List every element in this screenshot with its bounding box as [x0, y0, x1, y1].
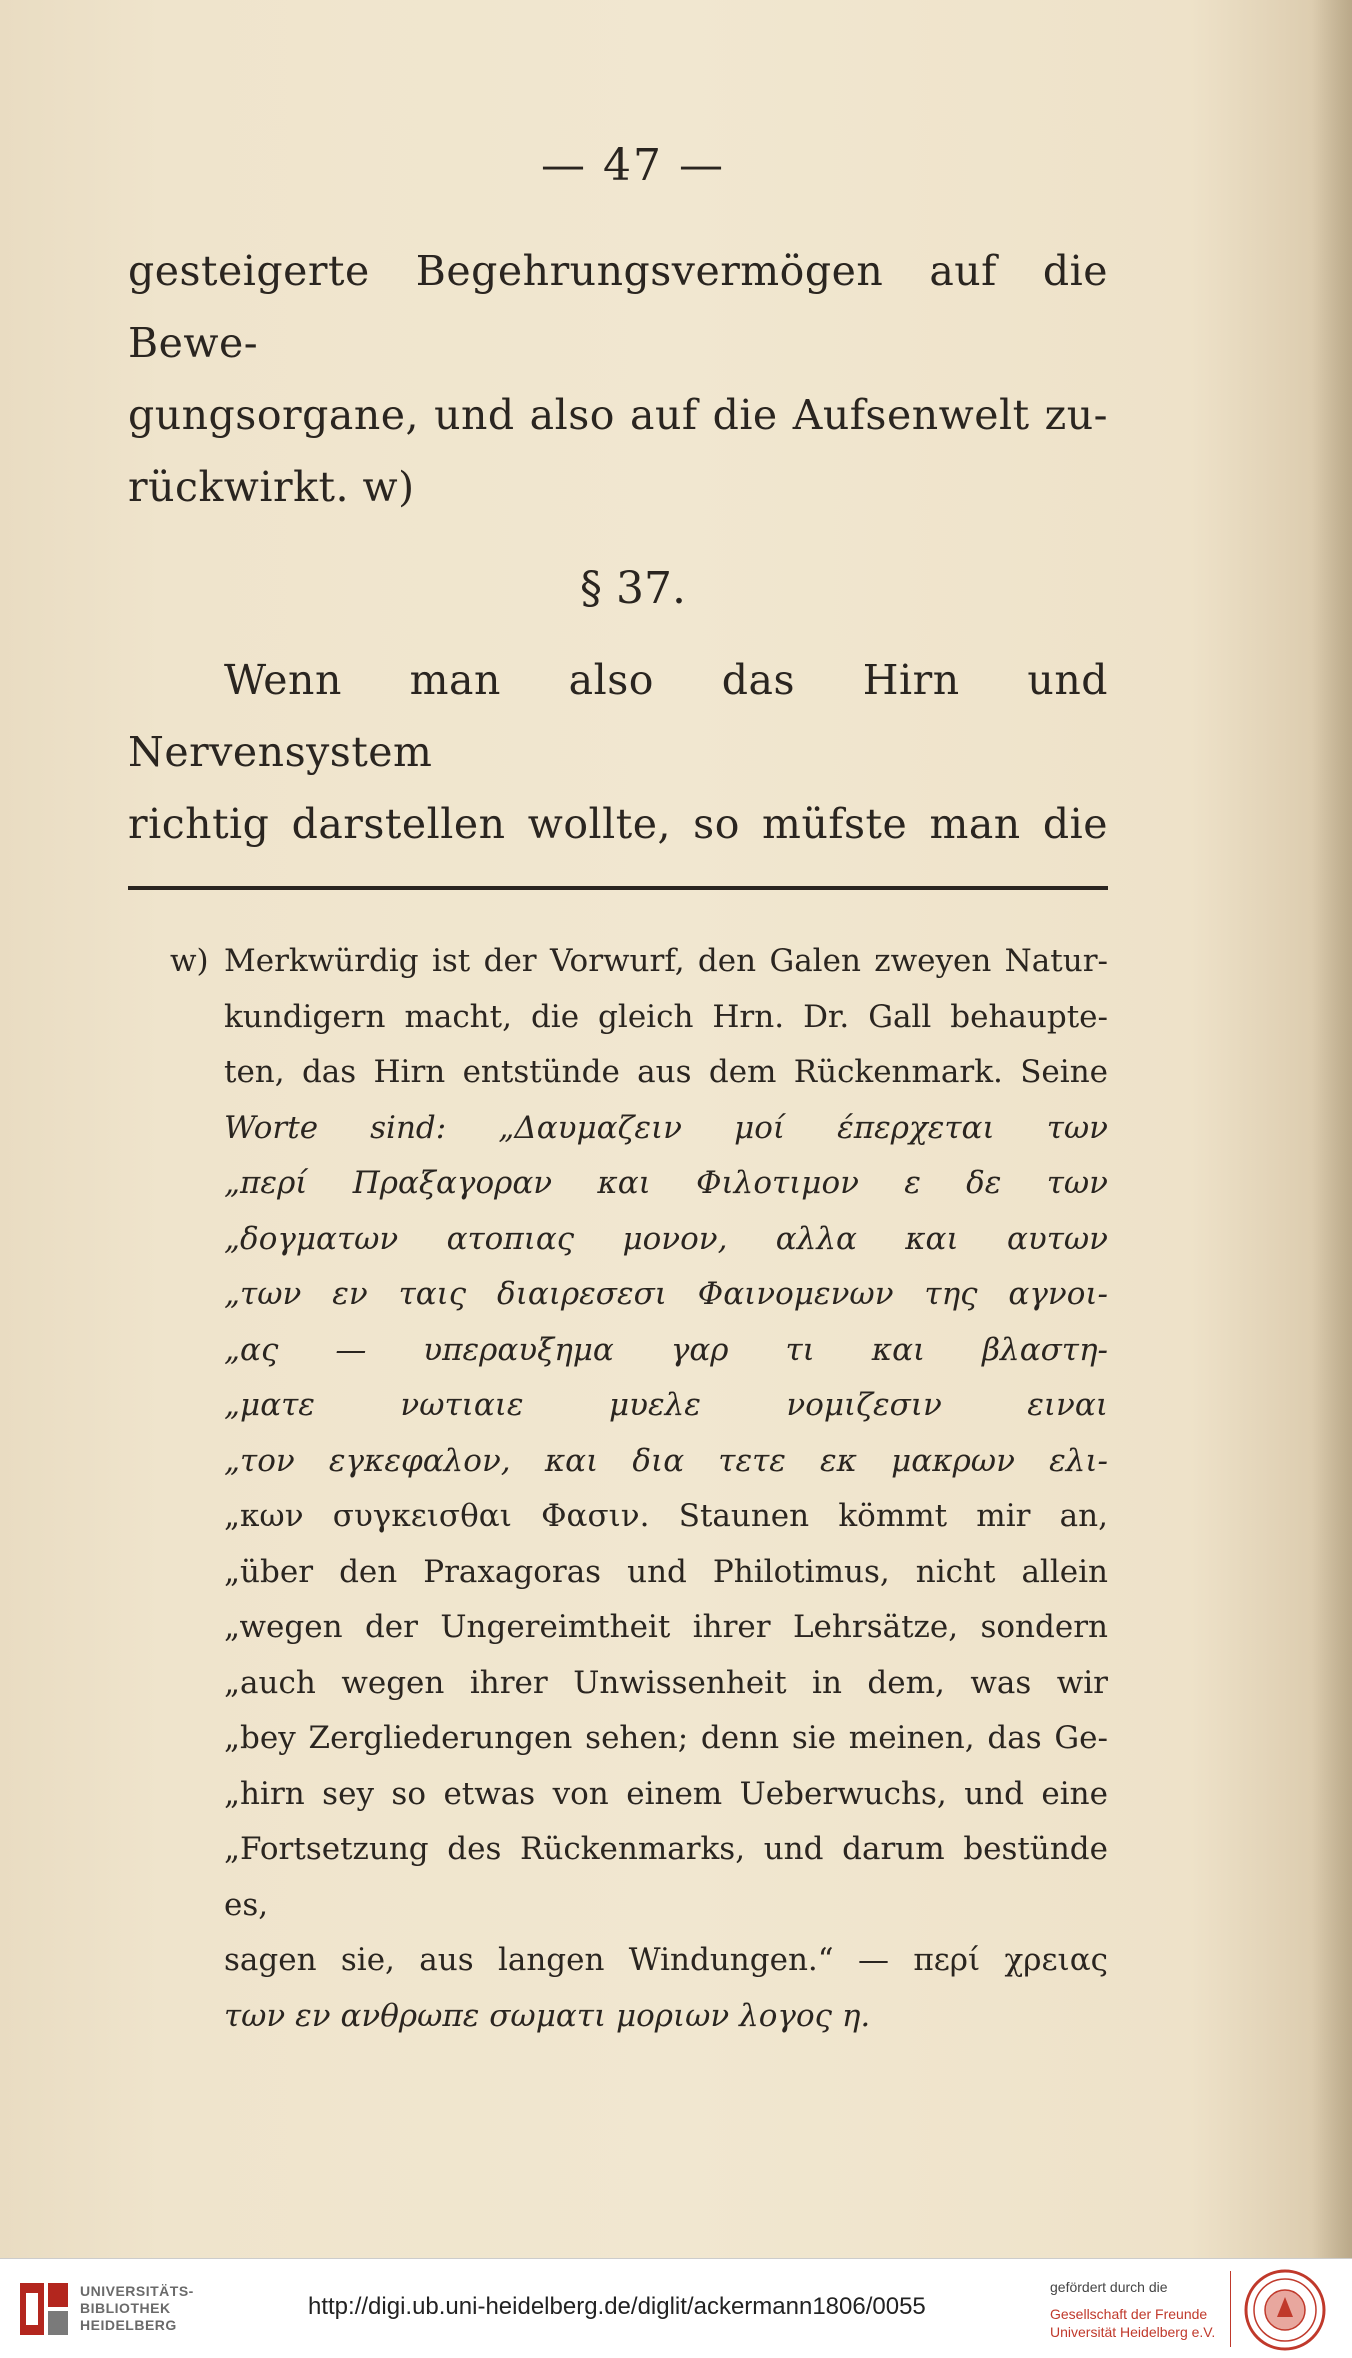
- footnote-line: Merkwürdig ist der Vorwurf, den Galen zweyen Natur-: [224, 943, 1108, 979]
- society-seal-icon: [1244, 2269, 1326, 2351]
- body-paragraph: [128, 235, 1108, 523]
- library-name: [80, 2283, 194, 2334]
- footnote-line: sagen sie, aus langen Windungen.“ — περί χρειας: [224, 1942, 1108, 1978]
- footnote-line: kundigern macht, die gleich Hrn. Dr. Gall behaupte-: [224, 998, 1108, 1035]
- footnote-line: „Fortsetzung des Rückenmarks, und darum bestünde es,: [224, 1831, 1108, 1923]
- section-heading: § 37.: [580, 563, 686, 614]
- ub-heidelberg-logo-icon[interactable]: [14, 2277, 74, 2341]
- footnote-line: των εν ανθρωπε σωματι μοριων λογος η.: [224, 1997, 871, 2034]
- footnote-line: „των εν ταις διαιρεσεσι Φαινομενων της αγνοι-: [224, 1276, 1108, 1312]
- page-number: — 47 —: [541, 140, 725, 191]
- society-name[interactable]: [1050, 2305, 1215, 2341]
- footnote-line: „ματε νωτιαιε μυελε νομιζεσιν ειναι: [224, 1387, 1108, 1423]
- body-line: richtig darstellen wollte, so müfste man die: [128, 800, 1108, 848]
- viewer-footer: [0, 2258, 1352, 2358]
- society-name-line: Gesellschaft der Freunde: [1050, 2306, 1208, 2322]
- footnote-line: „δογματων ατοπιας μονον, αλλα και αυτων: [224, 1220, 1108, 1257]
- footnote-line: „ας — υπεραυξημα γαρ τι και βλαστη-: [224, 1331, 1108, 1368]
- footnote: [128, 934, 1108, 2044]
- library-name-line: BIBLIOTHEK: [80, 2300, 171, 2316]
- library-name-line: UNIVERSITÄTS-: [80, 2283, 194, 2299]
- footnote-line: „bey Zergliederungen sehen; denn sie meinen, das Ge-: [224, 1720, 1108, 1756]
- funded-by-label: gefördert durch die: [1050, 2279, 1168, 2295]
- footnote-marker: w): [170, 943, 209, 979]
- footnote-line: „κων συγκεισθαι Φασιν. Staunen kömmt mir an,: [224, 1498, 1108, 1534]
- footnote-line: „περί Πραξαγοραν και Φιλοτιμον ε δε των: [224, 1165, 1108, 1201]
- footnote-line: Worte sind: „Δαυμαζειν μοί έπερχεται των: [224, 1109, 1108, 1146]
- permalink-url[interactable]: http://digi.ub.uni-heidelberg.de/diglit/ackermann1806/0055: [308, 2293, 926, 2320]
- footnote-line: „auch wegen ihrer Unwissenheit in dem, was wir: [224, 1664, 1108, 1701]
- footnote-line: ten, das Hirn entstünde aus dem Rückenmark. Seine: [224, 1054, 1108, 1090]
- footnote-line: „wegen der Ungereimtheit ihrer Lehrsätze, sondern: [224, 1609, 1108, 1645]
- body-line: gungsorgane, und also auf die Aufsenwelt zu-: [128, 391, 1108, 439]
- footnote-line: „über den Praxagoras und Philotimus, nicht allein: [224, 1553, 1108, 1590]
- body-line: Wenn man also das Hirn und Nervensystem: [128, 656, 1108, 776]
- page-content: [128, 140, 1108, 2044]
- footnote-rule: [128, 886, 1108, 890]
- section-paragraph: [128, 644, 1108, 860]
- society-name-line: Universität Heidelberg e.V.: [1050, 2324, 1216, 2340]
- footer-divider: [1230, 2271, 1231, 2347]
- body-line: rückwirkt. w): [128, 463, 415, 511]
- body-line: gesteigerte Begehrungsvermögen auf die Bewe-: [128, 247, 1108, 367]
- footnote-line: „τον εγκεφαλον, και δια τετε εκ μακρων ελι-: [224, 1442, 1108, 1479]
- library-name-line: HEIDELBERG: [80, 2317, 177, 2333]
- page-edge-shadow: [1312, 0, 1352, 2258]
- footnote-line: „hirn sey so etwas von einem Ueberwuchs, und eine: [224, 1775, 1108, 1812]
